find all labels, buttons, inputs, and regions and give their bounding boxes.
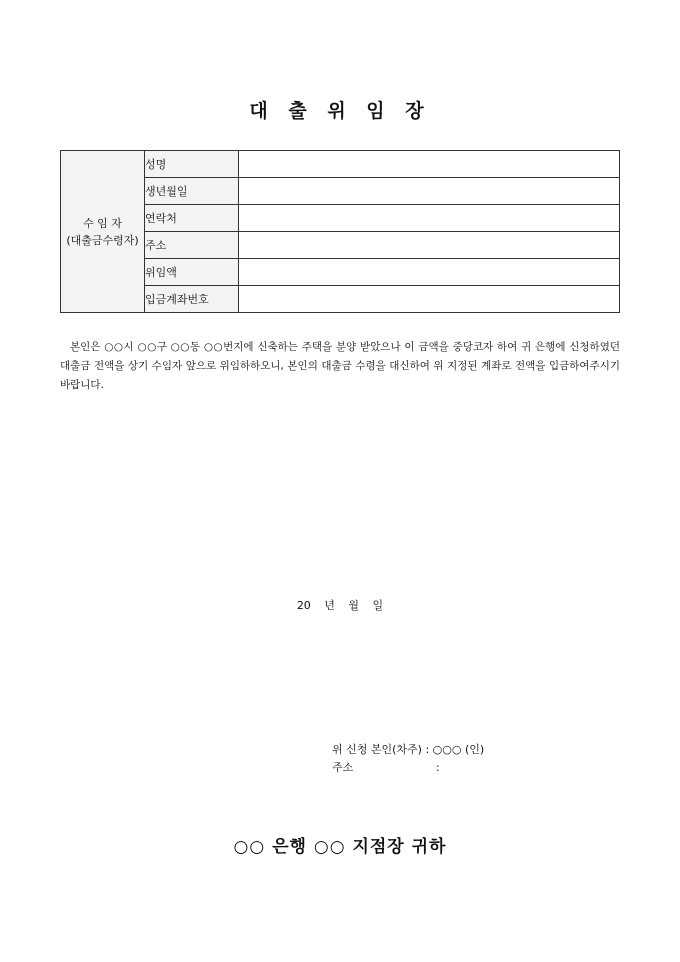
table-row xyxy=(61,232,620,259)
document-title: 대 출 위 임 장 xyxy=(249,100,431,122)
name-field[interactable] xyxy=(239,151,620,178)
name-label: 성명 xyxy=(145,151,239,178)
birthdate-label: 생년월일 xyxy=(145,178,239,205)
delegate-sublabel: (대출금수령자) xyxy=(66,233,139,247)
date-line: 20 년 월 일 xyxy=(296,599,384,612)
table-row xyxy=(61,205,620,232)
applicant-address-colon: : xyxy=(436,761,440,774)
delegate-label: 수 임 자 xyxy=(83,216,122,230)
applicant-address-line xyxy=(332,759,484,777)
table-row xyxy=(61,259,620,286)
birthdate-field[interactable] xyxy=(239,178,620,205)
address-field[interactable] xyxy=(239,232,620,259)
address-label: 주소 xyxy=(145,232,239,259)
applicant-line: 위 신청 본인(차주) : ○○○ (인) xyxy=(332,743,485,756)
applicant-address-label: 주소 xyxy=(332,761,354,774)
amount-field[interactable] xyxy=(239,259,620,286)
delegate-info-table xyxy=(60,150,620,313)
table-row xyxy=(61,286,620,313)
delegate-group-label xyxy=(61,151,145,313)
applicant-block xyxy=(332,741,484,777)
table-row xyxy=(61,151,620,178)
addressee: ○○ 은행 ○○ 지점장 귀하 xyxy=(233,837,447,857)
contact-label: 연락처 xyxy=(145,205,239,232)
table-row xyxy=(61,178,620,205)
body-paragraph: 본인은 ○○시 ○○구 ○○동 ○○번지에 신축하는 주택을 분양 받았으나 이 금액을 중당코자 하여 귀 은행에 신청하였던 대출금 전액을 상기 수임자 앞으로 위임하하오니, 본인의 대출금 수령을 대신하여 위 지정된 계좌로 전액을 입금하여주시기 바랍니다. xyxy=(60,341,620,391)
account-label: 입금계좌번호 xyxy=(145,286,239,313)
account-field[interactable] xyxy=(239,286,620,313)
amount-label: 위임액 xyxy=(145,259,239,286)
contact-field[interactable] xyxy=(239,205,620,232)
